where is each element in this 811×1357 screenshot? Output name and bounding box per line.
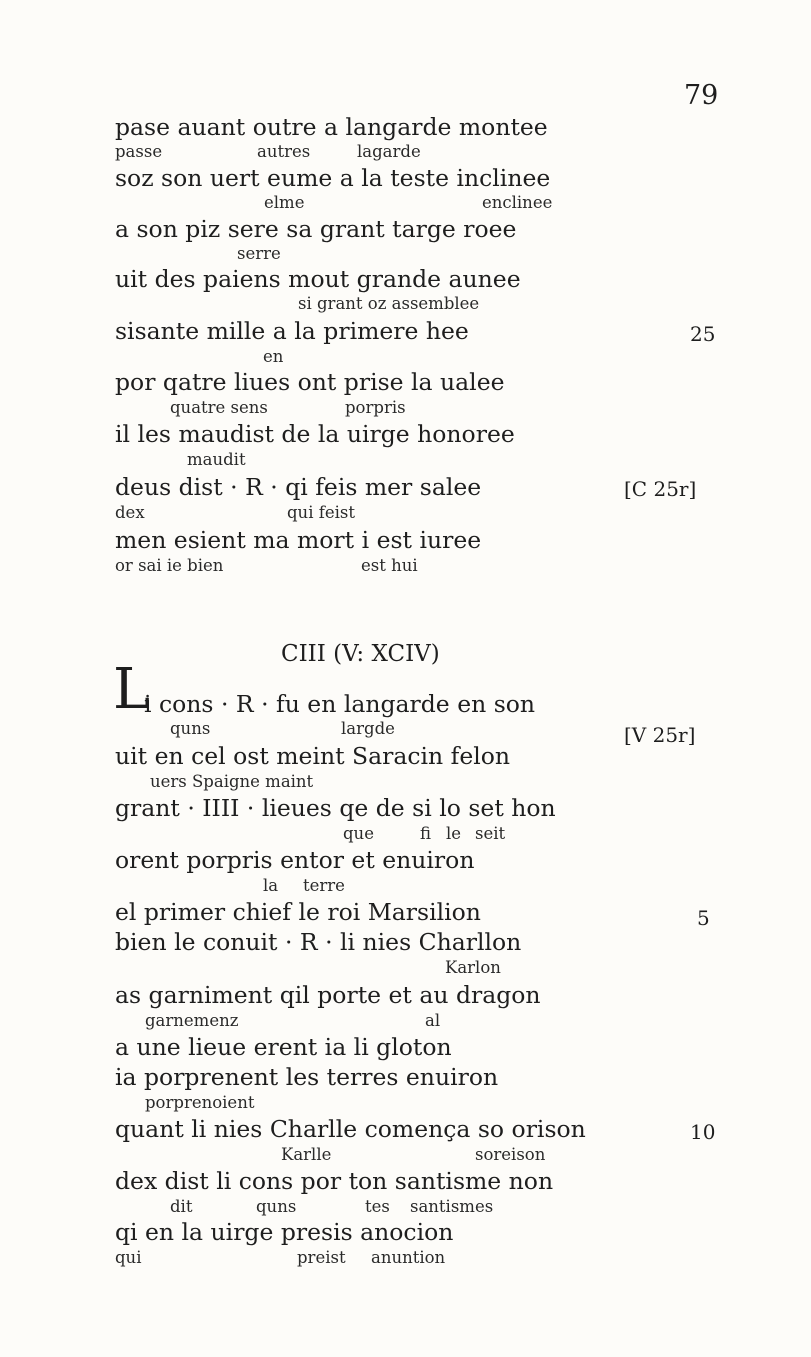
variant-reading: quatre sens — [170, 398, 268, 417]
verse-line: a une lieue erent ia li gloton — [115, 1033, 452, 1061]
verse-line: bien le conuit · R · li nies Charllon — [115, 928, 522, 956]
verse-line: as garniment qil porte et au dragon — [115, 981, 541, 1009]
variant-reading: porpris — [345, 398, 406, 417]
variant-reading: serre — [237, 244, 281, 263]
variant-reading: uers Spaigne maint — [150, 772, 314, 791]
variant-reading: elme — [264, 193, 305, 212]
verse-line: pase auant outre a langarde montee — [115, 113, 548, 141]
variant-reading: garnemenz — [145, 1011, 239, 1030]
verse-line: dex dist li cons por ton santisme non — [115, 1167, 554, 1195]
verse-line: el primer chief le roi Marsilion — [115, 898, 481, 926]
variant-reading: quns — [170, 719, 211, 738]
verse-line: orent porpris entor et enuiron — [115, 846, 475, 874]
variant-reading: qui — [115, 1248, 142, 1267]
line-number: 25 — [690, 322, 716, 346]
verse-line: il les maudist de la uirge honoree — [115, 420, 515, 448]
verse-line: deus dist · R · qi feis mer salee — [115, 473, 482, 501]
verse-line: uit des paiens mout grande aunee — [115, 265, 521, 293]
verse-line: ia porprenent les terres enuiron — [115, 1063, 499, 1091]
variant-reading: seit — [475, 824, 506, 843]
variant-reading: qui feist — [287, 503, 355, 522]
variant-reading: tes — [365, 1197, 390, 1216]
verse-line: uit en cel ost meint Saracin felon — [115, 742, 511, 770]
variant-reading: dit — [170, 1197, 193, 1216]
variant-reading: al — [425, 1011, 441, 1030]
variant-reading: terre — [303, 876, 345, 895]
verse-line: grant · IIII · lieues qe de si lo set hon — [115, 794, 556, 822]
initial-capital: L — [113, 657, 151, 722]
line-number: 10 — [690, 1120, 716, 1144]
verse-line: soz son uert eume a la teste inclinee — [115, 164, 551, 192]
variant-reading: Karlle — [281, 1145, 332, 1164]
variant-reading: Karlon — [445, 958, 501, 977]
variant-reading: dex — [115, 503, 145, 522]
variant-reading: fi — [420, 824, 432, 843]
verse-line: sisante mille a la primere hee — [115, 317, 469, 345]
variant-reading: le — [446, 824, 462, 843]
page-number: 79 — [684, 80, 719, 111]
variant-reading: en — [263, 347, 284, 366]
manuscript-reference: [V 25r] — [624, 723, 696, 747]
variant-reading: maudit — [187, 450, 246, 469]
variant-reading: que — [343, 824, 374, 843]
variant-reading: or sai ie bien — [115, 556, 224, 575]
variant-reading: preist — [297, 1248, 346, 1267]
variant-reading: la — [263, 876, 279, 895]
variant-reading: autres — [257, 142, 311, 161]
variant-reading: anuntion — [371, 1248, 446, 1267]
verse-line: qi en la uirge presis anocion — [115, 1218, 454, 1246]
variant-reading: porprenoient — [145, 1093, 255, 1112]
verse-line: a son piz sere sa grant targe roee — [115, 215, 517, 243]
variant-reading: quns — [256, 1197, 297, 1216]
variant-reading: est hui — [361, 556, 418, 575]
verse-line: quant li nies Charlle comença so orison — [115, 1115, 586, 1143]
variant-reading: soreison — [475, 1145, 546, 1164]
verse-line: por qatre liues ont prise la ualee — [115, 368, 505, 396]
variant-reading: lagarde — [357, 142, 421, 161]
section-heading: CIII (V: XCIV) — [281, 641, 440, 667]
variant-reading: santismes — [410, 1197, 494, 1216]
variant-reading: enclinee — [482, 193, 553, 212]
verse-line: men esient ma mort i est iuree — [115, 526, 482, 554]
line-number: 5 — [697, 906, 710, 930]
manuscript-reference: [C 25r] — [624, 477, 697, 501]
variant-reading: si grant oz assemblee — [298, 294, 480, 313]
variant-reading: largde — [341, 719, 395, 738]
variant-reading: passe — [115, 142, 163, 161]
verse-line: i cons · R · fu en langarde en son — [144, 690, 536, 718]
